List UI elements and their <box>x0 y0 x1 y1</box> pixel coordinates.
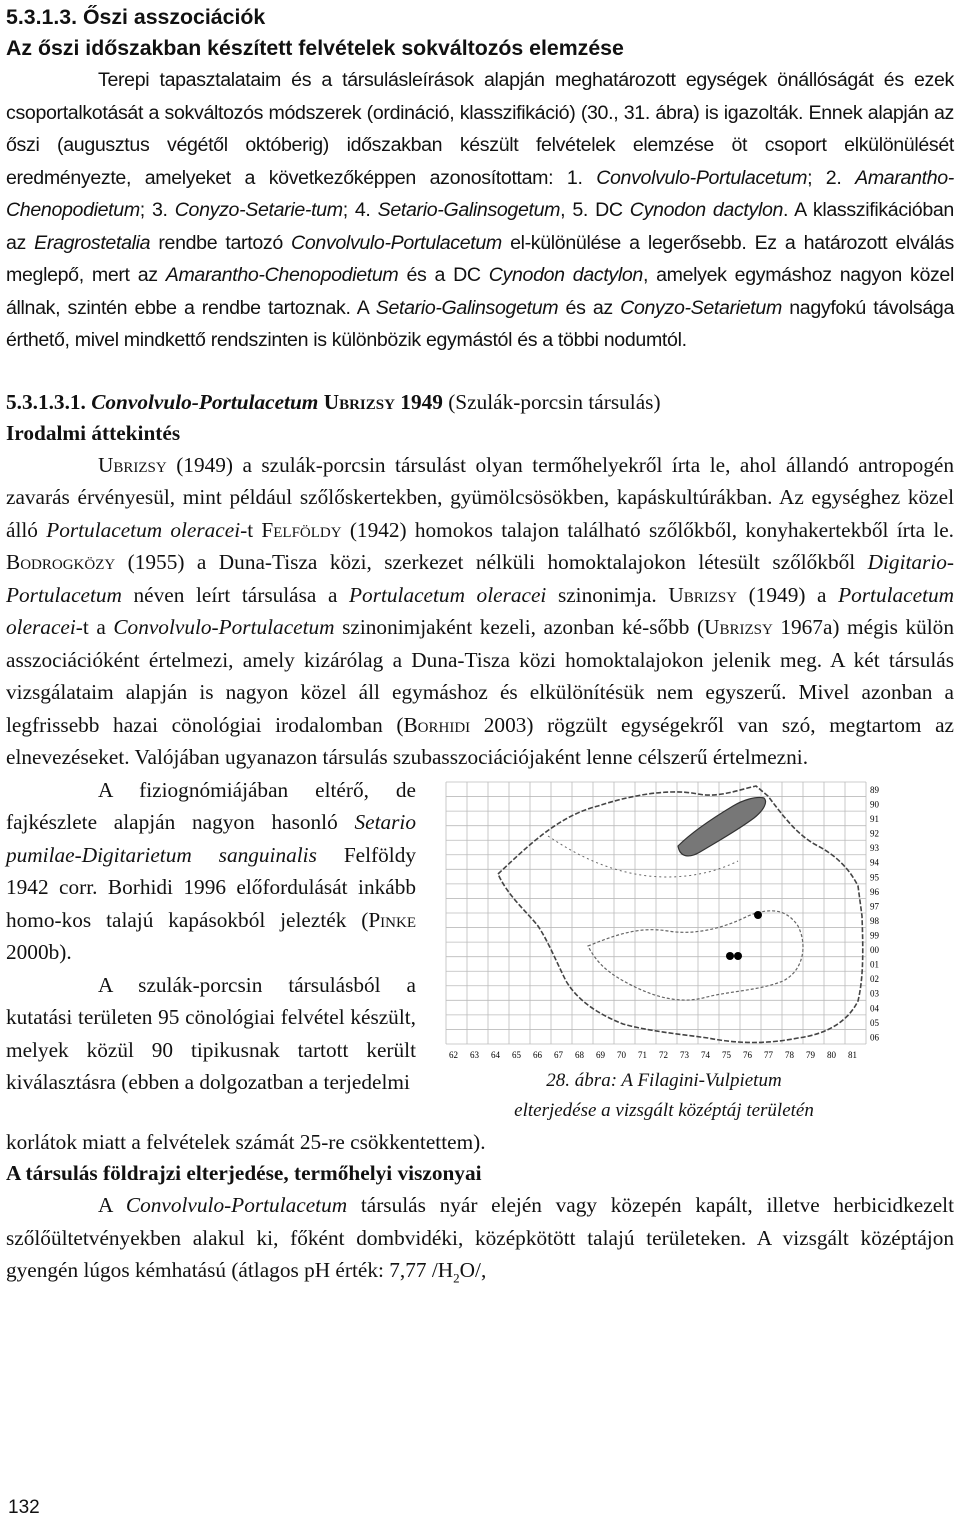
column-labels <box>449 1050 857 1060</box>
row-label: 98 <box>870 915 879 926</box>
column-label: 73 <box>680 1049 689 1060</box>
page-content <box>6 2 954 1295</box>
column-label: 62 <box>449 1049 458 1060</box>
column-label: 74 <box>701 1049 710 1060</box>
caption-line-2: elterjedése a vizsgált középtáj területén <box>514 1099 814 1121</box>
column-label: 65 <box>512 1049 521 1060</box>
distribution-map <box>438 776 890 1066</box>
subheading: Az őszi időszakban készített felvételek sokváltozós elemzése <box>6 36 624 60</box>
figure-block <box>6 774 954 1126</box>
paragraph-4-continued: korlátok miatt a felvételek számát 25-re csökkentettem). <box>6 1129 486 1154</box>
column-label: 67 <box>554 1049 563 1060</box>
paragraph-5: A Convolvulo-Portulacetum társulás nyár elején vagy közepén kapált, illetve herbicidkezelt szőlőültetvényekben alakul ki, főként dombvidéki, középkötött talajú területeken. A vizsgált középtájon gyengén lúgos kémhatású (átlagos pH érték: 7,77 $/H_2O/$, <box>6 1193 954 1286</box>
record-dot-1 <box>754 911 762 919</box>
column-label: 69 <box>596 1049 605 1060</box>
section-number: 5.3.1.3. <box>6 5 78 29</box>
column-label: 63 <box>470 1049 479 1060</box>
record-dot-3 <box>734 952 742 960</box>
row-label: 90 <box>870 798 879 809</box>
page-number: 132 <box>8 1497 40 1518</box>
row-label: 96 <box>870 886 879 897</box>
row-label: 01 <box>870 959 879 970</box>
column-label: 75 <box>722 1049 731 1060</box>
row-label: 99 <box>870 929 879 940</box>
paragraph-2: Ubrizsy (1949) a szulák-porcsin társulást olyan termőhelyekről írta le, ahol állandó antropogén zavarás érvényesül, mint például szőlőskertekben, gyümölcsösökben, kapáskultúrákban. Az egységhez közel álló Portulacetum oleracei-t Felföldy (1942) homokos talajon található szőlőkből, konyhakertekből írta le. Bodrogközy (1955) a Duna-Tisza közi, szerkezet nélküli homoktalajokon létesült szőlőkből Digitario-Portulacetum néven leírt társulása a Portulacetum oleracei szinonimja. Ubrizsy (1949) a Portulacetum oleracei-t a Convolvulo-Portulacetum szinonimjaként kezeli, azonban ké-sőbb (Ubrizsy 1967a) mégis külön asszociációként értelmezi, amely kizárólag a Duna-Tisza közi homoktalajokon jelenik meg. A két társulás vizsgálataim alapján is nagyon közel áll egymáshoz és elkülönítésük nem egyszerű. Mivel azonban a legfrissebb hazai cönológiai irodalomban (Borhidi 2003) rögzült egységekről van szó, megtartom az elnevezéseket. Valójában ugyanazon társulás szubasszociációjaként lenne célszerű értelmezni. <box>6 452 955 769</box>
column-label: 64 <box>491 1049 500 1060</box>
column-label: 72 <box>659 1049 668 1060</box>
row-label: 94 <box>870 857 879 868</box>
section-title: Őszi asszociációk <box>82 5 266 29</box>
row-labels <box>870 784 880 1041</box>
region-outline <box>498 786 863 1043</box>
row-label: 04 <box>870 1002 879 1013</box>
row-label: 89 <box>870 784 879 795</box>
paragraph-3: A fiziognómiájában eltérő, de fajkészlete alapján nagyon hasonló Setario pumilae-Digitarietum sanguinalis Felföldy 1942 corr. Borhidi 1996 előfordulását inkább homo-kos talajú kapásokból jelezték (Pinke 2000b). <box>6 777 416 964</box>
row-label: 97 <box>870 900 879 911</box>
literature-heading: Irodalmi áttekintés <box>6 420 181 445</box>
shaded-area <box>678 797 766 855</box>
wrapped-text-column <box>6 774 416 1099</box>
map-grid <box>446 782 866 1044</box>
subsection-heading: 5.3.1.3.1. Convolvulo-Portulacetum Ubrizsy 1949 (Szulák-porcsin társulás) <box>6 389 661 414</box>
column-label: 71 <box>638 1049 647 1060</box>
column-label: 66 <box>533 1049 542 1060</box>
row-label: 00 <box>870 944 879 955</box>
row-label: 92 <box>870 828 879 839</box>
column-label: 80 <box>827 1049 836 1060</box>
column-label: 77 <box>764 1049 773 1060</box>
column-label: 76 <box>743 1049 752 1060</box>
row-label: 05 <box>870 1017 879 1028</box>
section-heading <box>6 2 954 33</box>
row-label: 93 <box>870 842 879 853</box>
paragraph-1: Terepi tapasztalataim és a társulásleírások alapján meghatározott egységek önállóságát és ezek csoportalkotását a sokváltozós módszerek (ordináció, klasszifikáció) (30., 31. ábra) is igazolták. Ennek alapján az őszi (augusztus végétől októberig) időszakban készült felvételek elemzése öt csoport elkülönülését eredményezte, amelyeket a következőképpen azonosítottam: 1. Convolvulo-Portulacetum; 2. Amarantho-Chenopodietum; 3. Conyzo-Setarie-tum; 4. Setario-Galinsogetum, 5. DC Cynodon dactylon. A klasszifikációban az Eragrostetalia rendbe tartozó Convolvulo-Portulacetum el-különülése a legerősebb. Ez a határozott elválás meglepő, mert az Amarantho-Chenopodietum és a DC Cynodon dactylon, amelyek egymáshoz nagyon közel állnak, szintén ebbe a rendbe tartoznak. A Setario-Galinsogetum és az Conyzo-Setarietum nagyfokú távolsága érthető, mivel mindkettő rendszinten is különbözik egymástól és a többi nodumtól. <box>6 69 954 351</box>
column-label: 79 <box>806 1049 815 1060</box>
figure-caption <box>438 1066 890 1126</box>
row-label: 02 <box>870 973 879 984</box>
column-label: 81 <box>848 1049 857 1060</box>
caption-line-1: 28. ábra: A Filagini-Vulpietum <box>546 1069 782 1091</box>
inner-boundary <box>588 910 803 999</box>
column-label: 78 <box>785 1049 794 1060</box>
record-dot-2 <box>726 952 734 960</box>
row-label: 95 <box>870 871 879 882</box>
paragraph-4: A szulák-porcsin társulásból a kutatási területen 95 cönológiai felvétel készült, melyek közül 90 tipikusnak tartott került kiválasztásra (ebben a dolgozatban a terjedelmi <box>6 972 416 1094</box>
row-label: 91 <box>870 813 879 824</box>
column-label: 70 <box>617 1049 626 1060</box>
column-label: 68 <box>575 1049 584 1060</box>
geography-heading: A társulás földrajzi elterjedése, termőhelyi viszonyai <box>6 1161 482 1185</box>
row-label: 06 <box>870 1031 879 1042</box>
row-label: 03 <box>870 988 879 999</box>
